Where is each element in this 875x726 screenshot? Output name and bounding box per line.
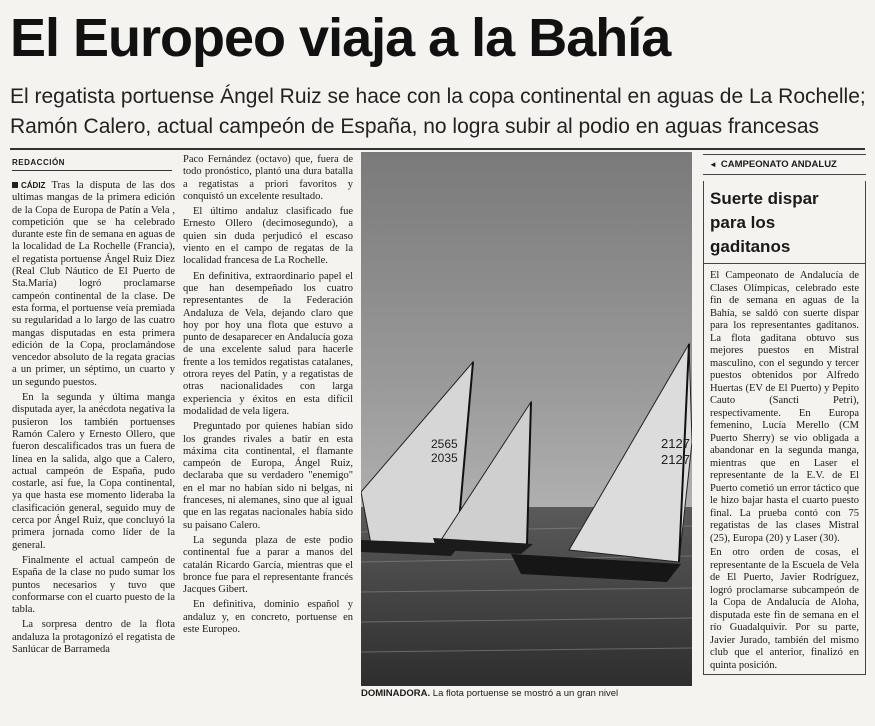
caption-text: La flota portuense se mostró a un gran nivel xyxy=(432,688,619,699)
subhead-line-1: El regatista portuense Ángel Ruiz se hace con la copa continental en aguas de La Rochelle; xyxy=(10,85,866,108)
sail-number: 2127 xyxy=(661,452,690,467)
sidebar-body xyxy=(710,270,859,672)
dateline: CÁDIZ xyxy=(21,181,46,190)
article-paragraph: En la segunda y última manga disputada ayer, la anécdota negativa la pusieron los también portuenses Ramón Calero y Ernesto Ollero, que fueron descalificados tras un fuera de línea en la salida, algo que a Calero, actual campeón de España, pudo costarle, así fue, la Copa continental, ya que hasta ese momento lideraba la clasificación general, seguido muy de cerca por Ángel Ruiz, que concluyó la primera jornada como líder de la general. xyxy=(12,392,175,551)
sail-number: 2127 xyxy=(661,436,690,451)
section-header xyxy=(703,155,866,175)
sailing-photo xyxy=(361,152,692,686)
article-paragraph: Preguntado por quienes habían sido los grandes rivales a batir en esta máxima cita continental, el flamante campeón de Europa, Ángel Ruiz, declaraba que su verdadero "enemigo" en el mar no habían sido ni belgas, ni franceses, ni alemanes, sino que al igual que en las regatas nacionales había sido su paisano Calero. xyxy=(183,421,353,531)
article-paragraph: En definitiva, dominio español y andaluz y, en concreto, portuense en este Europeo. xyxy=(183,599,353,635)
article-paragraph: El último andaluz clasificado fue Ernesto Ollero (decimosegundo), a quien sin duda perjudicó el escaso viento en el campo de regatas de la localidad francesa de La Rochelle. xyxy=(183,206,353,267)
subhead-line-2: Ramón Calero, actual campeón de España, no logra subir al podio en aguas francesas xyxy=(10,115,820,138)
sidebar-paragraph: En otro orden de cosas, el representante de la Escuela de Vela de El Puerto, Javier Rodríguez, logró proclamarse subcampeón de la Copa de Andalucía de Aloha, disputada este fin de semana en el río Guadalquivir. Por su parte, Javier Jurado, también del mismo club que el anterior, finalizó en quinta posición. xyxy=(710,547,859,671)
sidebar-content xyxy=(703,181,866,675)
sidebar-paragraph: El Campeonato de Andalucía de Clases Olímpicas, celebrado este fin de semana en aguas de la Bahía, se saldó con suerte dispar para los representantes gaditanos. La flota gaditana obtuvo sus mejores puestos en Mistral masculino, con el segundo y tercer puestos obtenidos por Alfredo Huertas (EV de El Puerto) y Pepito Cauto (Sancti Petri), respectivamente. En Europa femenino, Lucía Merello (CM Puerto Sherry) se vio obligada a abandonar en la segunda manga, mientras que en Laser el representante de la E.V. de El Puerto cometió un error táctico que le hizo bajar hasta el cuarto puesto final. La prueba contó con 75 regatistas de las clases Mistral (25), Europa (20) y Laser (30). xyxy=(710,270,859,544)
article-paragraph: En definitiva, extraordinario papel el que han desempeñado los cuatro representantes de la Federación Andaluza de Vela, dejando claro que hoy por hoy una flota que estuvo a punto de desaparecer en Andalucía goza de una excelente salud para hacerle frente a los temidos regatistas catalanes, otrora reyes del Patín, y a regatistas de otras nacionalidades con larga experiencia y éxitos en esta difícil modalidad de vela ligera. xyxy=(183,270,353,417)
article-paragraph: CÁDIZ Tras la disputa de las dos ultimas mangas de la primera edición de la Copa de Europa de Patín a Vela , competición que se ha celebrado durante este fin de semana en aguas de la localidad de La Rochelle (Francia), el regatista portuense Ángel Ruiz Diez (Real Club Náutico de El Puerto de Sta.María) logró proclamarse campeón continental de la clase. De esta forma, el portuense veía premiada su regularidad a lo largo de las cuatro mangas disputadas en esta primera edición de la Copa, proclamándose vencedor absoluto de la regata gracias a un primer, un séptimo, un cuarto y un segundo puestos. xyxy=(12,180,176,388)
headline: El Europeo viaja a la Bahía xyxy=(10,8,671,68)
sidebar-divider xyxy=(704,263,865,264)
byline: REDACCIÓN xyxy=(12,158,65,167)
headline-divider xyxy=(10,148,865,150)
sidebar-title: Suerte dispar para los gaditanos xyxy=(710,189,819,256)
article-column-2 xyxy=(183,154,353,639)
article-paragraph: Finalmente el actual campeón de España de la clase no pudo sumar los puntos necesarios y tuvo que conformarse con el cuarto puesto de la tabla. xyxy=(12,554,175,616)
triangle-left-icon: ◄ xyxy=(709,160,717,169)
article-paragraph: La sorpresa dentro de la flota andaluza la protagonizó el regatista de Sanlúcar de Barrameda xyxy=(12,619,175,655)
caption-label: DOMINADORA. xyxy=(361,688,431,699)
bullet-square-icon xyxy=(12,182,18,188)
photo-caption xyxy=(361,688,692,699)
sail-number: 2565 xyxy=(431,437,458,451)
sail-number: 2035 xyxy=(431,451,458,465)
article-column-1 xyxy=(12,180,175,659)
section-label: CAMPEONATO ANDALUZ xyxy=(720,159,837,170)
article-paragraph: La segunda plaza de este podio continental fue a parar a manos del catalán Ricardo García, mientras que el bronce fue para el representante francés Jacques Gibert. xyxy=(183,534,353,596)
byline-divider xyxy=(12,170,172,171)
subhead xyxy=(10,82,870,142)
article-paragraph: Paco Fernández (octavo) que, fuera de todo pronóstico, plantó una dura batalla a regatistas a priori favoritos y conquistó un excelente resultado. xyxy=(183,154,353,202)
sidebar-box xyxy=(703,154,866,710)
